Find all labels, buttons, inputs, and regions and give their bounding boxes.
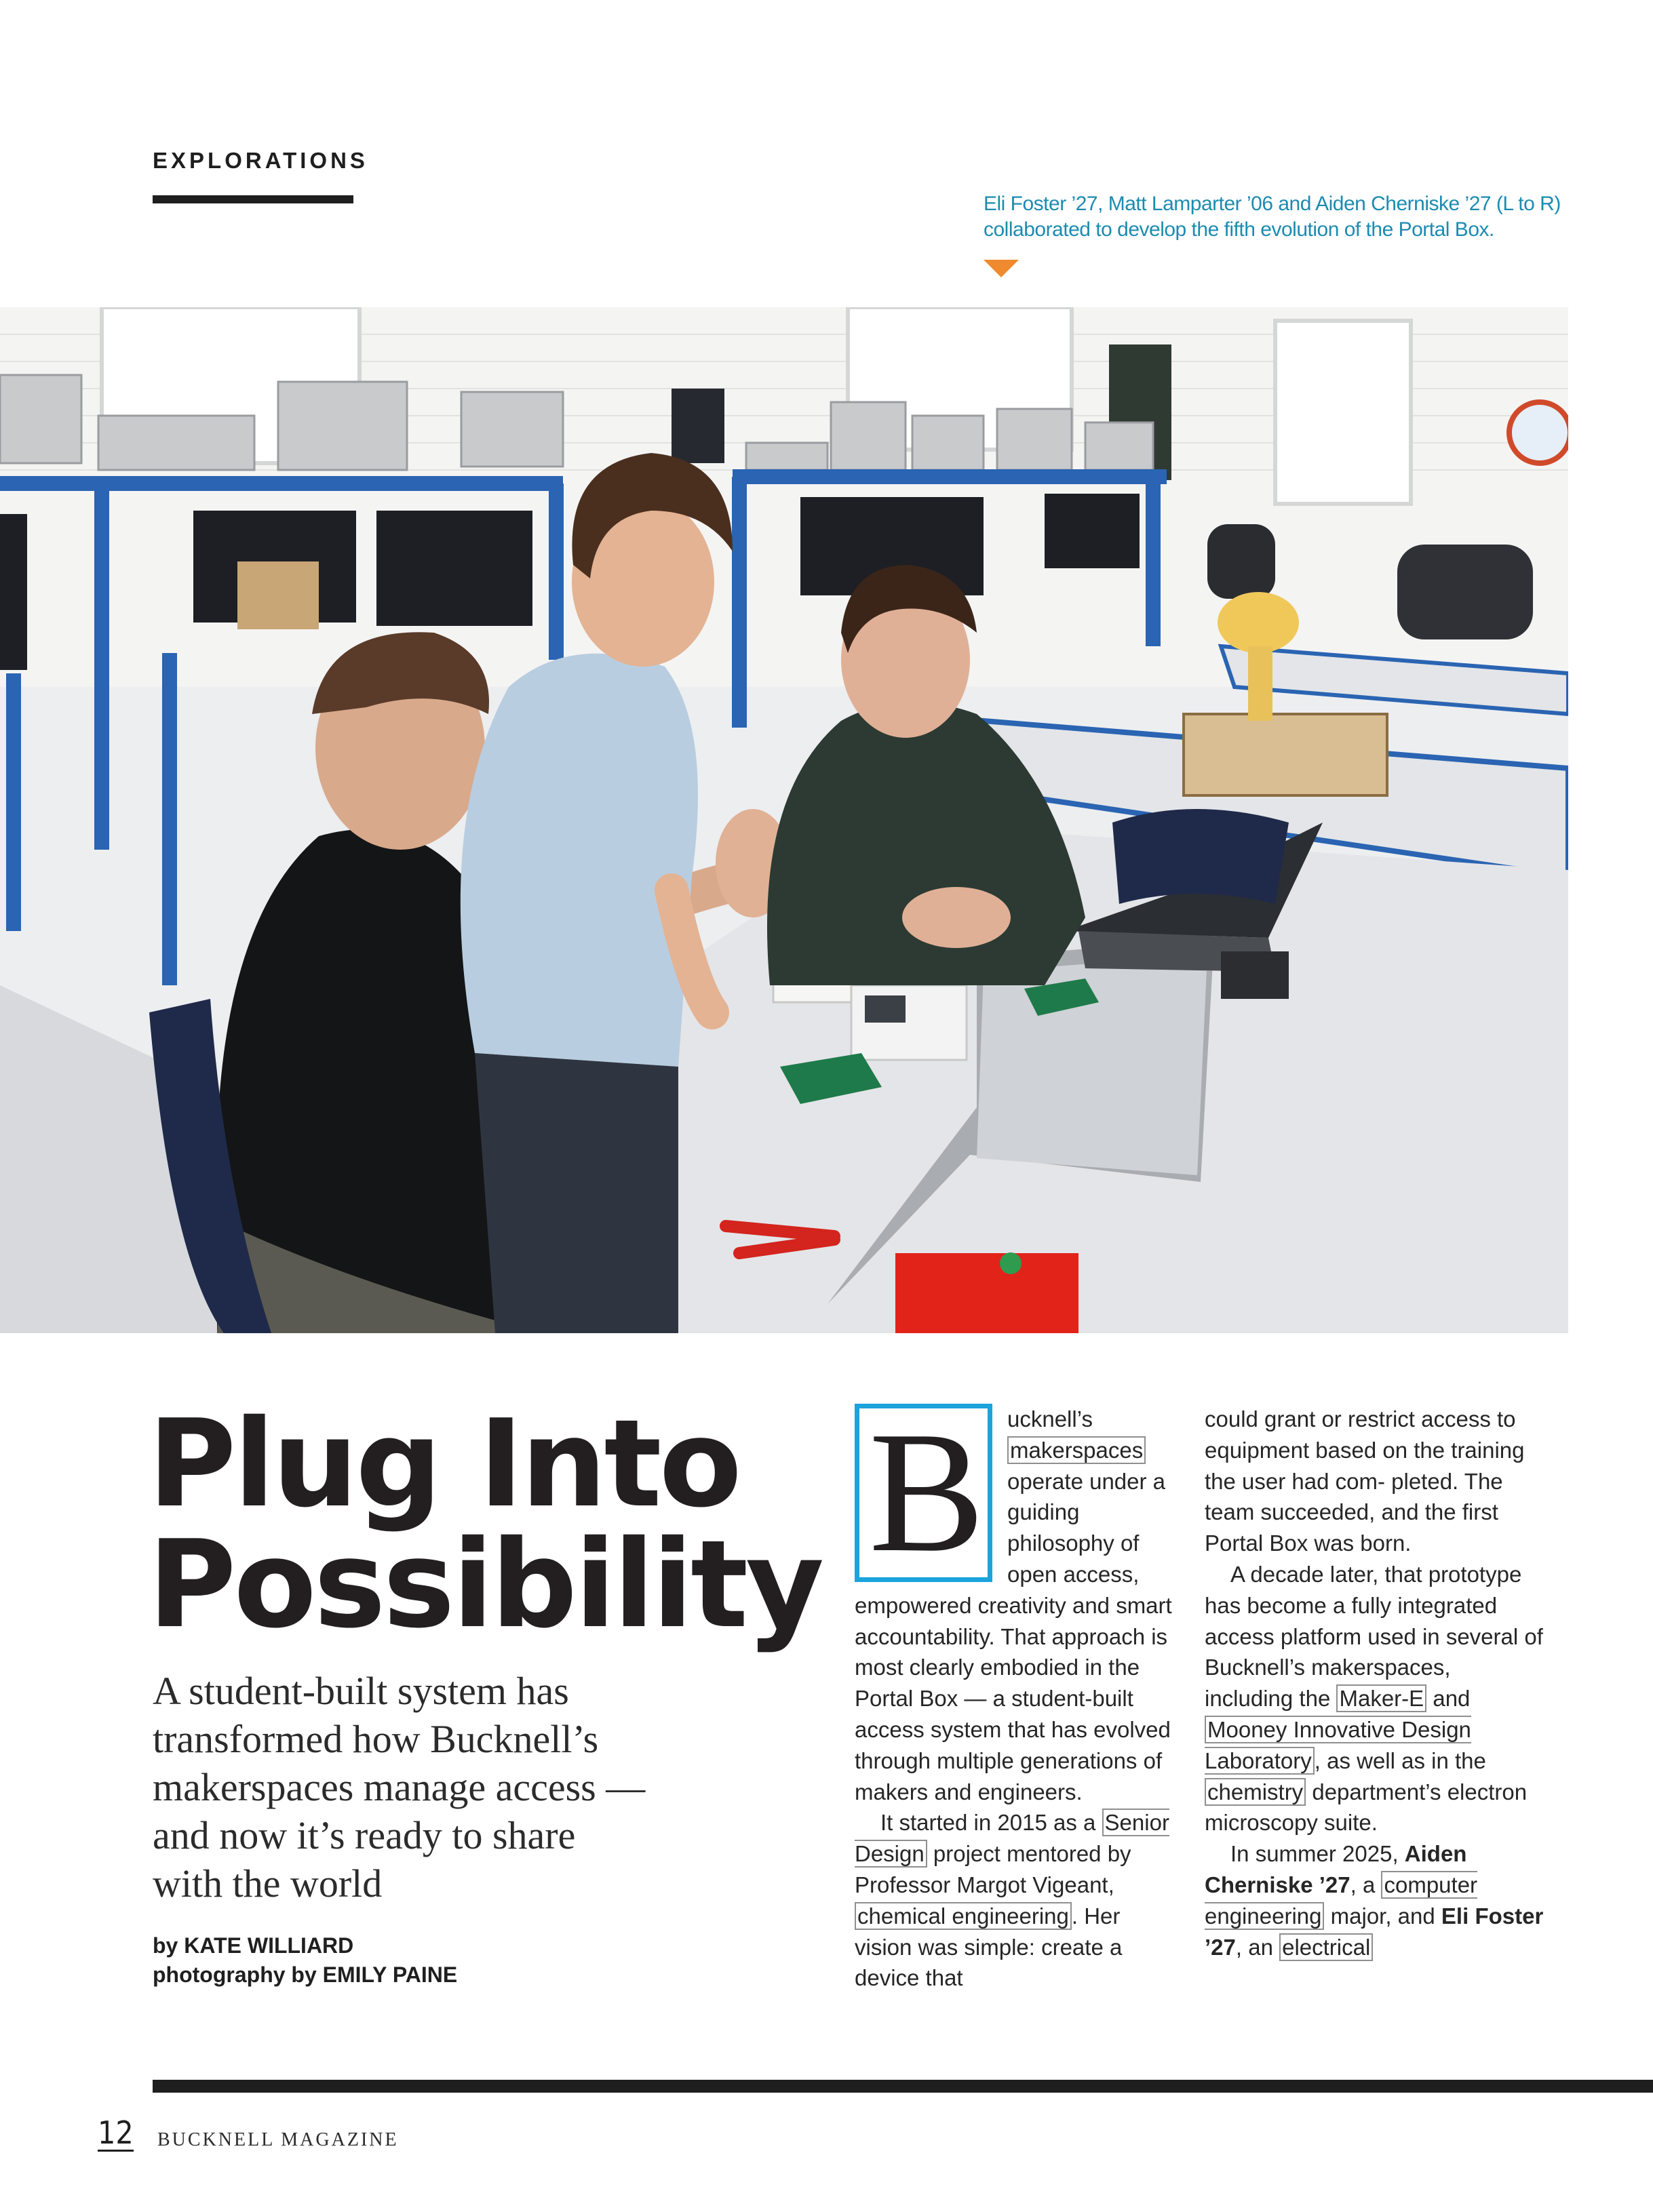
body-paragraph: A decade later, that prototype has become a fully integrated access platform used in several of Bucknell’s makerspaces, including the Maker-E and Mooney Innovative Design Laboratory , as well as in the chemistry department’s electron microscopy suite. — [1205, 1561, 1543, 1836]
link-maker-e[interactable]: Maker-E — [1336, 1684, 1426, 1712]
photo-credit: photography by EMILY PAINE — [153, 1962, 458, 1987]
dek-line: makerspaces manage access — — [153, 1765, 646, 1809]
headline-line: Possibility — [148, 1514, 822, 1655]
body-paragraph: In summer 2025, Aiden Cherniske ’27, a computer engineering major, and Eli Foster ’27, an electrical — [1205, 1841, 1544, 1960]
feature-photo — [0, 307, 1568, 1333]
section-rule — [153, 195, 353, 203]
dek-line: A student-built system has — [153, 1669, 569, 1713]
page-number: 12 — [98, 2114, 134, 2151]
headline-line: Plug Into — [148, 1394, 739, 1534]
dek — [153, 1667, 709, 1908]
link-chemical-engineering[interactable]: chemical engineering — [855, 1902, 1072, 1930]
link-mooney-lab[interactable]: Mooney Innovative Design Laboratory — [1205, 1716, 1471, 1773]
link-chemistry[interactable]: chemistry — [1205, 1778, 1306, 1806]
link-makerspaces[interactable]: makerspaces — [1007, 1436, 1146, 1464]
link-senior-design[interactable]: Senior Design — [855, 1810, 1169, 1867]
dek-line: with the world — [153, 1861, 383, 1905]
body-column-2 — [1205, 1404, 1544, 1962]
link-computer-engineering[interactable]: computer engineering — [1205, 1872, 1478, 1929]
section-label: EXPLORATIONS — [153, 148, 368, 173]
drop-cap: B — [855, 1404, 992, 1582]
byline — [153, 1931, 457, 1990]
body-column-1 — [855, 1396, 1180, 1994]
link-electrical[interactable]: electrical — [1279, 1933, 1373, 1961]
headline — [148, 1394, 826, 1655]
author-credit: by KATE WILLIARD — [153, 1933, 354, 1958]
caption-line: collaborated to develop the fifth evolution of the Portal Box. — [984, 218, 1494, 241]
body-paragraph: B ucknell’s makerspaces operate under a guiding philosophy of open access, empowered creativity and smart accountability. That approach is most clearly embodied in the Portal Box — a student-built access system that has evolved through multiple generations of makers and engineers. — [855, 1396, 1172, 1804]
footer-rule — [153, 2080, 1653, 2093]
caption-line: Eli Foster ’27, Matt Lamparter ’06 and Aiden Cherniske ’27 (L to R) — [984, 193, 1561, 215]
caption-arrow-icon — [984, 260, 1019, 277]
body-paragraph: could grant or restrict access to equipment based on the training the user had com- pleted. The team succeeded, and the first Portal Box was born. — [1205, 1406, 1525, 1556]
student-name: Eli Foster ’27 — [1205, 1903, 1544, 1960]
student-name: Aiden Cherniske ’27 — [1205, 1841, 1467, 1897]
dek-line: transformed how Bucknell’s — [153, 1717, 599, 1761]
publication-name: BUCKNELL MAGAZINE — [157, 2129, 399, 2150]
photo-caption — [984, 191, 1580, 243]
body-paragraph: It started in 2015 as a Senior Design project mentored by Professor Margot Vigeant, chemical engineering . Her vision was simple: create a device that — [855, 1810, 1169, 1991]
dek-line: and now it’s ready to share — [153, 1813, 576, 1857]
